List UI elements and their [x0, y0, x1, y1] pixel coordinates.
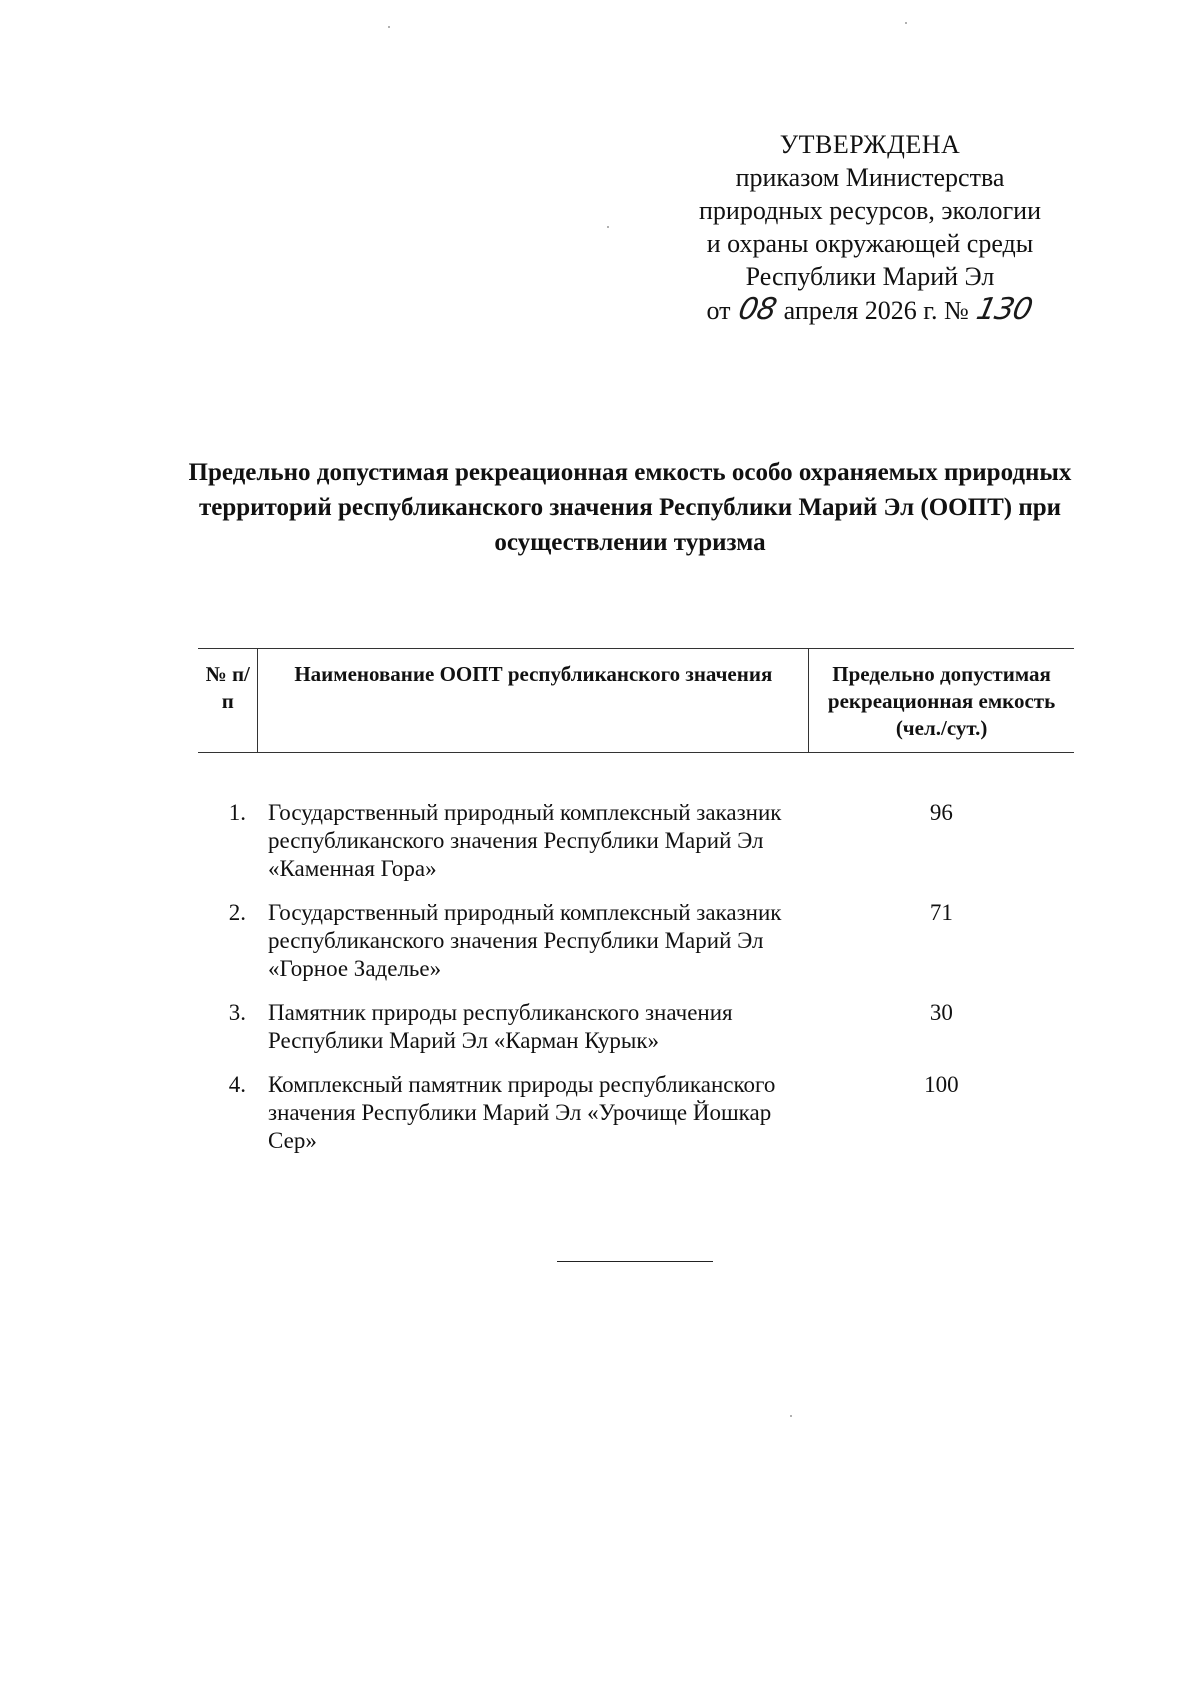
scan-speck — [607, 226, 609, 228]
header-capacity: Предельно допустимая рекреационная емкость (чел./сут.) — [809, 649, 1074, 753]
row-capacity: 30 — [929, 1000, 953, 1025]
approval-line-2: природных ресурсов, экологии — [699, 196, 1041, 225]
approval-line-4: Республики Марий Эл — [745, 262, 995, 291]
approval-block — [640, 128, 1100, 327]
header-number: № п/п — [198, 649, 258, 753]
approval-date-line — [640, 293, 1100, 327]
capacity-table — [198, 648, 1074, 1171]
end-divider — [557, 1261, 713, 1262]
handwritten-day: 08 — [735, 292, 779, 327]
table-row — [198, 753, 1074, 900]
row-number: 1. — [228, 800, 246, 825]
date-prefix: от — [706, 296, 731, 325]
scan-speck — [905, 22, 907, 24]
approval-line-3: и охраны окружающей среды — [706, 229, 1034, 258]
table-row — [198, 1071, 1074, 1171]
row-name: Комплексный памятник природы республиканского значения Республики Марий Эл «Урочище Йошкар Сер» — [267, 1072, 776, 1153]
row-number: 4. — [228, 1072, 246, 1097]
approval-line-1: приказом Министерства — [735, 163, 1005, 192]
row-capacity: 71 — [929, 900, 953, 925]
row-number: 3. — [228, 1000, 246, 1025]
scan-speck — [790, 1415, 792, 1417]
approval-title: УТВЕРЖДЕНА — [779, 130, 961, 159]
row-name: Памятник природы республиканского значения Республики Марий Эл «Карман Курык» — [267, 1000, 733, 1053]
row-name: Государственный природный комплексный заказник республиканского значения Республики Марий Эл «Горное Заделье» — [267, 900, 782, 981]
row-number: 2. — [228, 900, 246, 925]
date-middle: апреля 2026 г. № — [783, 296, 969, 325]
table-row — [198, 999, 1074, 1071]
row-capacity: 100 — [924, 1072, 959, 1097]
row-name: Государственный природный комплексный заказник республиканского значения Республики Марий Эл «Каменная Гора» — [267, 800, 782, 881]
scan-speck — [388, 26, 390, 28]
handwritten-order-number: 130 — [973, 292, 1036, 327]
table-row — [198, 899, 1074, 999]
row-capacity: 96 — [929, 800, 953, 825]
table-header-row — [198, 649, 1074, 753]
header-name: Наименование ООПТ республиканского значения — [258, 649, 809, 753]
document-title: Предельно допустимая рекреационная емкость особо охраняемых природных территорий республиканского значения Республики Марий Эл (ООПТ) при осуществлении туризма — [188, 459, 1072, 556]
